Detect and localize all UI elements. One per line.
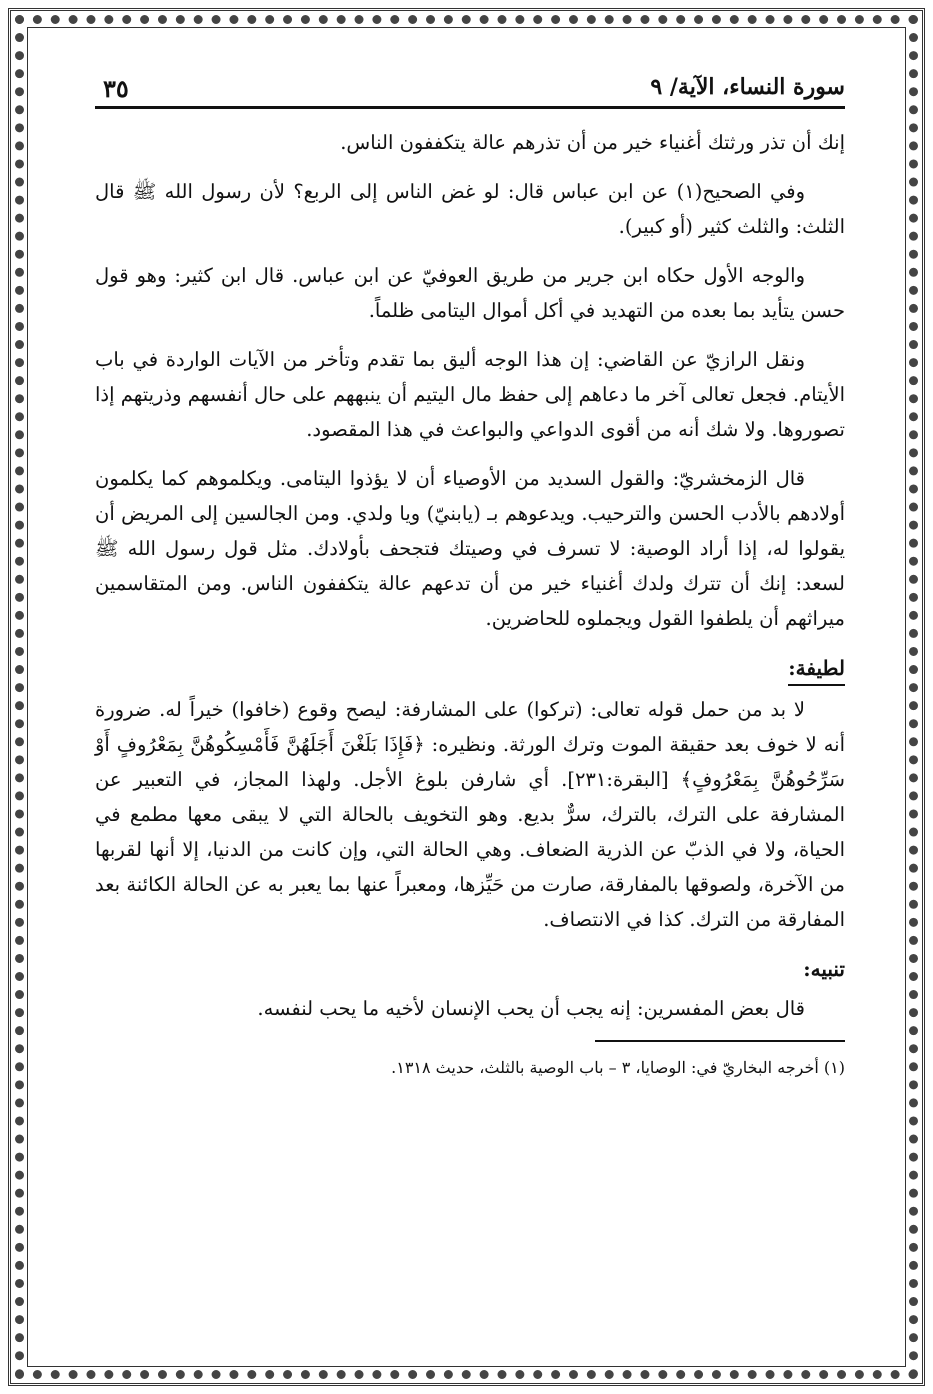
section-heading-latifa: لطيفة: (788, 652, 845, 686)
section-heading-tanbih: تنبيه: (803, 957, 845, 981)
paragraph: لا بد من حمل قوله تعالى: (تركوا) على المشارفة: ليصح وقوع (خافوا) خيراً له. ضرورة أنه لا خوف بعد حقيقة الموت وترك الورثة. ونظيره: ﴿فَإِذَا بَلَغْنَ أَجَلَهُنَّ فَأَمْسِكُوهُنَّ بِمَعْرُوفٍ أَوْ سَرِّحُوهُنَّ بِمَعْرُوفٍ﴾ [البقرة:٢٣١]. أي شارفن بلوغ الأجل. ولهذا المجاز، في التعبير عن المشارفة على الترك، بالترك، سرٌّ بديع. وهو التخويف بالحالة التي لا يبقى معها مطمع في الحياة، ولا في الذبّ عن الذرية الضعاف. وهي الحالة التي، وإن كانت من الدنيا، إلا أنها لقربها من الآخرة، ولصوقها بالمفارقة، صارت من حَيِّزها، ومعبراً عنها بما يعبر به عن الحالة الكائنة بعد المفارقة من الترك. كذا في الانتصاف. (95, 698, 845, 931)
paragraph: والوجه الأول حكاه ابن جرير من طريق العوفيّ عن ابن عباس. قال ابن كثير: وهو قول حسن يتأيد بما بعده من التهديد في أكل أموال اليتامى ظلماً. (95, 264, 845, 322)
paragraph: وفي الصحيح(١) عن ابن عباس قال: لو غض الناس إلى الربع؟ لأن رسول الله ﷺ قال الثلث: والثلث كثير (أو كبير). (95, 180, 845, 238)
paragraph: إنك أن تذر ورثتك أغنياء خير من أن تذرهم عالة يتكففون الناس. (340, 131, 845, 154)
running-title: سورة النساء، الآية/ ٩ (650, 74, 845, 100)
paragraph: قال الزمخشريّ: والقول السديد من الأوصياء أن لا يؤذوا اليتامى. ويكلموهم كما يكلمون أولادهم بالأدب الحسن والترحيب. ويدعوهم بـ (يابنيّ) ويا ولدي. ومن الجالسين إلى المريض أن يقولوا له، إذا أراد الوصية: لا تسرف في وصيتك فتجحف بأولادك. مثل قول رسول الله ﷺ لسعد: إنك أن تترك ولدك أغنياء خير من أن تدعهم عالة يتكففون الناس. ومن المتقاسمين ميراثهم أن يلطفوا القول ويجملوه للحاضرين. (95, 467, 845, 630)
page-body (95, 125, 845, 1082)
book-page (95, 68, 845, 1338)
page-header (95, 68, 845, 109)
paragraph: قال بعض المفسرين: إنه يجب أن يحب الإنسان لأخيه ما يحب لنفسه. (257, 997, 805, 1020)
footnote: (١) أخرجه البخاريّ في: الوصايا، ٣ – باب الوصية بالثلث، حديث ١٣١٨. (391, 1058, 845, 1077)
footnote-separator (595, 1040, 845, 1042)
paragraph: ونقل الرازيّ عن القاضي: إن هذا الوجه أليق بما تقدم وتأخر من الآيات الواردة في باب الأيتام. فجعل تعالى آخر ما دعاهم إلى حفظ مال اليتيم أن ينبههم على حال أنفسهم وذريتهم إذا تصوروها. ولا شك أنه من أقوى الدواعي والبواعث في هذا المقصود. (95, 348, 845, 441)
page-number: ٣٥ (103, 74, 129, 103)
